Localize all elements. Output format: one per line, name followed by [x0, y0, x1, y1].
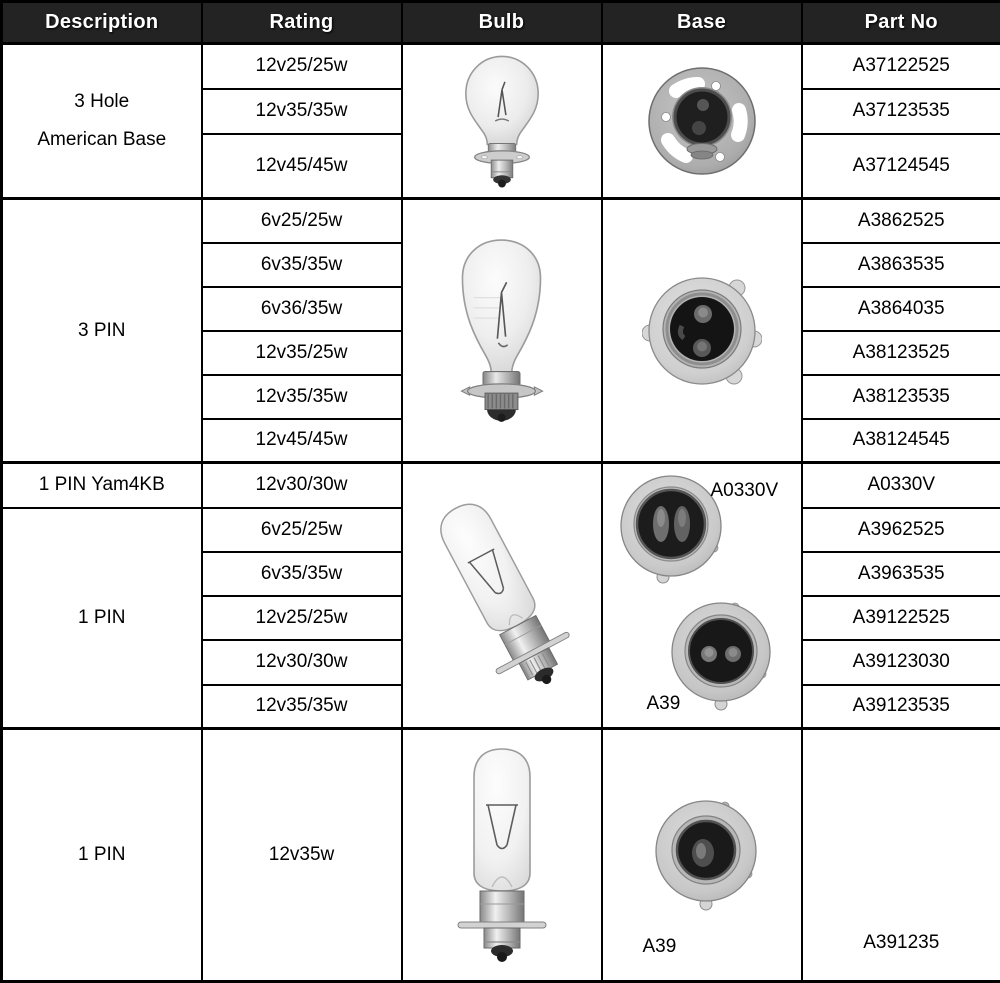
rating-cell: 12v45/45w — [202, 419, 402, 463]
description-cell-1pin: 1 PIN — [2, 508, 202, 729]
rating-cell: 12v35/35w — [202, 685, 402, 729]
partno-cell: A3862525 — [802, 199, 1000, 243]
description-cell-3hole — [2, 44, 202, 199]
bulb-image-cell — [402, 729, 602, 982]
rating-cell: 12v45/45w — [202, 134, 402, 199]
rating-cell: 12v35/25w — [202, 331, 402, 375]
rating-cell: 6v25/25w — [202, 199, 402, 243]
base-image-cell — [602, 729, 802, 982]
partno-cell: A37124545 — [802, 134, 1000, 199]
col-header-partno: Part No — [802, 2, 1000, 44]
table-row — [2, 199, 1000, 243]
partno-cell: A38123535 — [802, 375, 1000, 419]
three-pin-base-icon — [642, 271, 762, 391]
rating-cell: 6v35/35w — [202, 243, 402, 287]
bulb-image-cell — [402, 44, 602, 199]
description-line: 3 Hole — [3, 91, 201, 113]
tubular-bulb-tilted-icon — [415, 484, 589, 706]
col-header-bulb: Bulb — [402, 2, 602, 44]
col-header-base: Base — [602, 2, 802, 44]
table-row — [2, 44, 1000, 89]
description-line: American Base — [3, 129, 201, 151]
partno-cell: A0330V — [802, 463, 1000, 508]
rating-cell: 12v30/30w — [202, 463, 402, 508]
tubular-bulb-icon — [456, 745, 548, 965]
rating-cell: 12v35/35w — [202, 375, 402, 419]
description-cell-1pin-single: 1 PIN — [2, 729, 202, 982]
rating-cell: 6v35/35w — [202, 552, 402, 596]
partno-cell: A39122525 — [802, 596, 1000, 640]
table-row — [2, 463, 1000, 508]
col-header-rating: Rating — [202, 2, 402, 44]
partno-cell: A3863535 — [802, 243, 1000, 287]
partno-cell: A39123030 — [802, 640, 1000, 685]
base-label: A39 — [647, 693, 681, 715]
description-cell-yam4kb: 1 PIN Yam4KB — [2, 463, 202, 508]
partno-cell: A38123525 — [802, 331, 1000, 375]
description-cell-3pin: 3 PIN — [2, 199, 202, 463]
base-label: A0330V — [711, 480, 779, 502]
partno-cell: A391235 — [802, 729, 1000, 982]
partno-cell: A38124545 — [802, 419, 1000, 463]
table-row — [2, 729, 1000, 982]
pear-bulb-icon — [453, 236, 551, 426]
bulb-image-cell — [402, 463, 602, 729]
rating-cell: 6v36/35w — [202, 287, 402, 331]
three-hole-base-icon — [646, 65, 758, 177]
rating-cell: 6v25/25w — [202, 508, 402, 552]
partno-cell: A39123535 — [802, 685, 1000, 729]
two-dot-socket-base-icon — [667, 598, 775, 714]
base-image-cell — [602, 44, 802, 199]
globe-bulb-icon — [458, 50, 546, 192]
partno-cell: A3962525 — [802, 508, 1000, 552]
bulb-image-cell — [402, 199, 602, 463]
partno-cell: A37123535 — [802, 89, 1000, 134]
rating-cell: 12v30/30w — [202, 640, 402, 685]
partno-cell: A37122525 — [802, 44, 1000, 89]
base-image-cell — [602, 199, 802, 463]
rating-cell: 12v35/35w — [202, 89, 402, 134]
base-label: A39 — [643, 936, 677, 958]
partno-cell: A3963535 — [802, 552, 1000, 596]
base-image-cell — [602, 463, 802, 729]
single-socket-base-icon — [651, 796, 761, 914]
header-row — [2, 2, 1000, 44]
rating-cell: 12v25/25w — [202, 44, 402, 89]
col-header-description: Description — [2, 2, 202, 44]
rating-cell: 12v35w — [202, 729, 402, 982]
partno-cell: A3864035 — [802, 287, 1000, 331]
rating-cell: 12v25/25w — [202, 596, 402, 640]
